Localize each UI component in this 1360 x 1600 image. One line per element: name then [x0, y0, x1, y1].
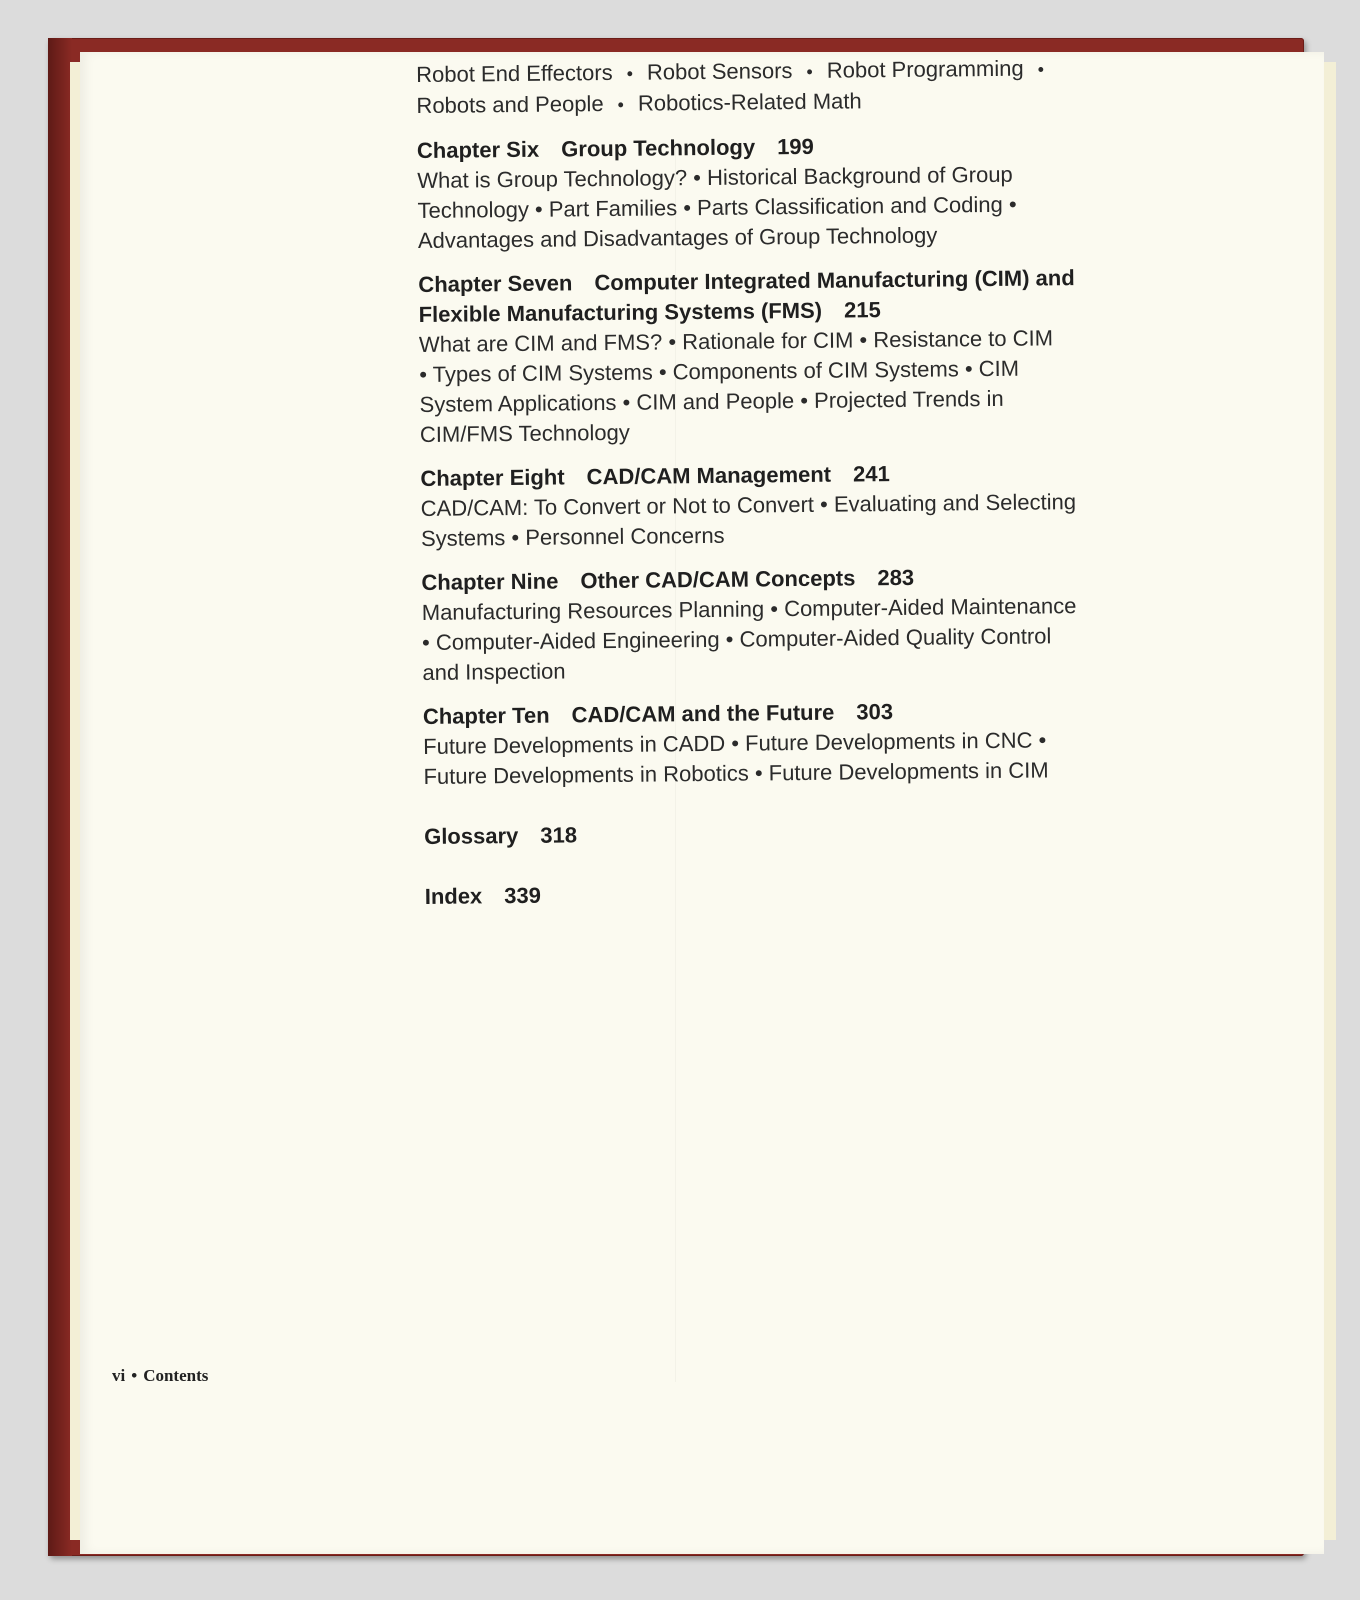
- chapter-topics-line: System Applications • CIM and People • Projected Trends in: [419, 385, 1004, 417]
- chapter-topics-line: Future Developments in CADD • Future Developments in CNC •: [423, 727, 1047, 759]
- page-footer: [112, 1366, 208, 1386]
- chapter-title: Other CAD/CAM Concepts: [580, 565, 856, 594]
- chapter-number: Chapter Ten: [422, 702, 550, 729]
- chapter-topics-line: • Computer-Aided Engineering • Computer-Aided Quality Control: [421, 623, 1052, 655]
- book-spine-edge: [48, 38, 72, 1556]
- bullet-separator: •: [806, 61, 813, 82]
- chapter-topics-line: CIM/FMS Technology: [419, 419, 630, 447]
- glossary-label: Glossary: [424, 822, 519, 849]
- chapter-title: Group Technology: [561, 134, 756, 162]
- chapter-title: Computer Integrated Manufacturing (CIM) and: [594, 265, 1075, 296]
- intro-item: Robot End Effectors: [416, 59, 613, 87]
- chapter-topics-line: Future Developments in Robotics • Future Developments in CIM: [423, 757, 1049, 789]
- chapter-topics-line: Advantages and Disadvantages of Group Technology: [417, 222, 938, 253]
- chapter-page: 283: [877, 564, 915, 591]
- footer-label: Contents: [143, 1366, 209, 1385]
- intro-item: Robotics-Related Math: [637, 88, 862, 116]
- chapter-entry-six: [417, 128, 1178, 256]
- chapter-topics-line: Technology • Part Families • Parts Classification and Coding •: [417, 191, 1017, 223]
- contents-list: [416, 52, 1185, 912]
- intro-items-line-2: [416, 83, 1176, 122]
- chapter-topics-line: and Inspection: [422, 658, 566, 685]
- chapter-topics-line: Manufacturing Resources Planning • Computer-Aided Maintenance: [421, 593, 1077, 625]
- chapter-topics-line: • Types of CIM Systems • Components of CIM Systems • CIM: [419, 355, 1020, 387]
- chapter-page: 199: [776, 133, 814, 160]
- footer-separator: •: [131, 1366, 138, 1385]
- chapter-title-continued: Flexible Manufacturing Systems (FMS): [418, 297, 823, 327]
- chapter-page: 241: [852, 461, 890, 487]
- chapter-number: Chapter Nine: [421, 568, 559, 595]
- intro-item: Robot Sensors: [646, 58, 793, 85]
- bullet-separator: •: [617, 94, 625, 115]
- chapter-entry-ten: [423, 694, 1184, 792]
- bullet-separator: •: [626, 63, 634, 84]
- chapter-number: Chapter Seven: [418, 270, 573, 297]
- chapter-topics-line: Systems • Personnel Concerns: [420, 522, 725, 551]
- chapter-entry-nine: [421, 560, 1182, 688]
- chapter-title: CAD/CAM Management: [586, 461, 832, 490]
- intro-item: Robots and People: [416, 91, 604, 118]
- bullet-separator: •: [1037, 59, 1045, 80]
- glossary-page: 318: [540, 822, 578, 848]
- chapter-number: Chapter Eight: [420, 464, 565, 491]
- chapter-entry-seven: [418, 262, 1180, 450]
- glossary-heading[interactable]: [424, 814, 1184, 852]
- page-numeral: vi: [112, 1366, 126, 1385]
- index-page: 339: [504, 882, 542, 909]
- chapter-page: 215: [843, 297, 881, 323]
- chapter-topics-line: What is Group Technology? • Historical Background of Group: [417, 161, 1013, 193]
- intro-item: Robot Programming: [826, 55, 1024, 83]
- chapter-page: 303: [856, 699, 894, 725]
- glossary-entry: [424, 814, 1184, 852]
- chapter-title: CAD/CAM and the Future: [571, 699, 835, 728]
- chapter-number: Chapter Six: [416, 136, 540, 163]
- chapter-topics-line: CAD/CAM: To Convert or Not to Convert • Evaluating and Selecting: [420, 489, 1077, 521]
- chapter-entry-eight: [420, 456, 1181, 554]
- chapter-topics-line: What are CIM and FMS? • Rationale for CIM • Resistance to CIM: [418, 325, 1054, 357]
- index-label: Index: [424, 883, 483, 909]
